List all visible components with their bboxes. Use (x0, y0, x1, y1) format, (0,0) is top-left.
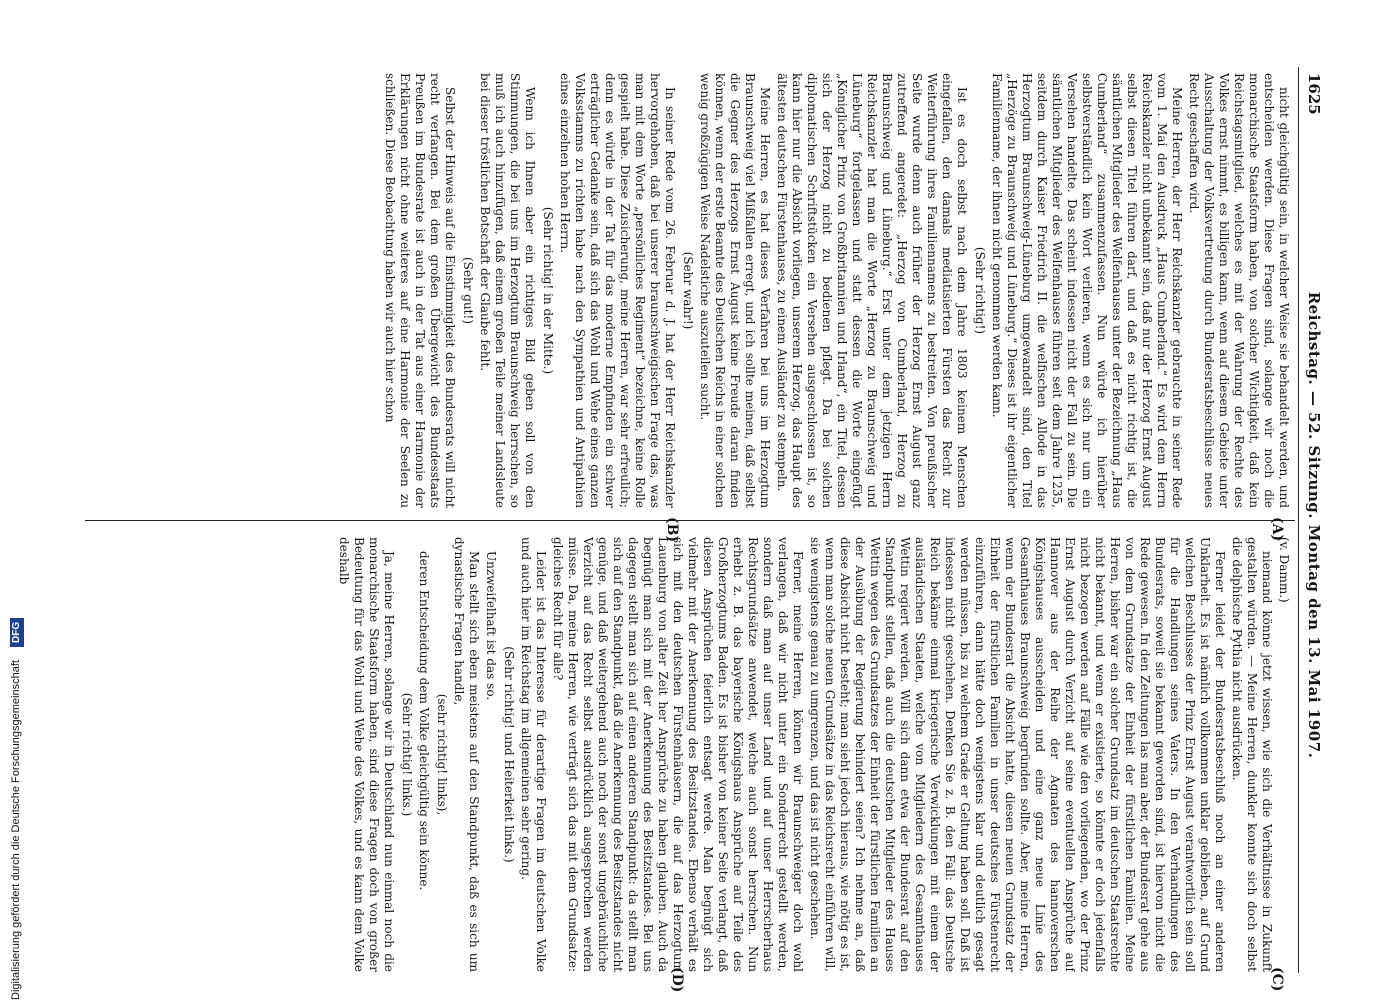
margin-letter-d: (D) (669, 967, 685, 993)
paragraph: Ferner leidet der Bundesratsbeschluß noch an einer anderen Unklarheit. Es ist nämlich vollkommen unklar geblieben, auf Grund welchen Beschlusses der Prinz Ernst August verantwortlich sein soll für die Handlungen seines Vaters. In den Verhandlungen des Bundesrats, soweit sie bekannt geworden sind, ist hiervon nicht die Rede gewesen. In den Zeitungen las man aber, der Bundesrat gehe aus von dem Grundsatze der Einheit der fürstlichen Familien. Meine Herren, bisher war ein solcher Grundsatz im deutschen Staatsrechte nicht bekannt, und wenn er existierte, so könnte er doch jedenfalls nicht bezogen werden auf Fälle wie den vorliegenden, wo der Prinz Ernst August durch Verzicht auf seine eventuellen Ansprüche auf Hannover aus der Reihe der Agnaten des hannoverschen Königshauses ausscheiden und eine ganz neue Linie des Gesamthauses Braunschweig begründen sollte. Aber, meine Herren, wenn der Bundesrat die Absicht hatte, diesen neuen Grundsatz der Einheit der fürstlichen Familien in unser deutsches Fürstenrecht einzuführen, dann hätte doch wenigstens klar und deutlich gesagt werden müssen, bis zu welchem Grade er Geltung haben soll. Daß ist indessen nicht geschehen. Denken Sie z. B. den Fall: das Deutsche Reich bekäme einmal kriegerische Verwicklungen mit einem der ausländischen Staaten, welche von Mitgliedern des Gesamthauses Wettin regiert werden. Will sich dann etwa der Bundesrat auf den Standpunkt stellen, daß auch die deutschen Mitglieder des Hauses Wettin wegen des Grundsatzes der Einheit der fürstlichen Familien an der Ausübung der Regierung behindert seien? Ich nehme an, daß diese Absicht nicht besteht; man sieht jedoch hieraus, wie nötig es ist, wenn man solche neuen Grundsätze in das Reichsrecht einführen will, sie wenigstens genau zu umgrenzen, und das ist nicht geschehen. (808, 537, 1227, 972)
column-divider (85, 520, 1295, 521)
text-column-right (81, 73, 1291, 508)
speaker-name: (v. Damm.) (1277, 537, 1291, 603)
paragraph: Meine Herren, es hat dieses Verfahren bei uns im Herzogtum Braunschweig viel Mißfallen erregt, und ich sollte meinen, daß selbst die Gegner des Herzogs Ernst August keine Freude daran finden können, wenn der erste Beamte des Deutschen Reichs in einer solchen wenig großzügigen Weise Nadelstiche auszuteilen sucht. (698, 73, 772, 508)
digitization-footer (4, 0, 28, 1000)
dfg-logo-icon: DFG (10, 618, 24, 647)
rotated-document (70, 55, 1325, 993)
paragraph: Ja, meine Herren, solange wir in Deutschland nun einmal noch die monarchische Staatsform haben, sind diese Fragen doch von großer Bedeutung für das Wohl und Wehe des Volkes, und es kann dem Volke deshalb (337, 537, 396, 972)
header-rule (1298, 67, 1299, 973)
interjection: (Sehr richtig! links.) (400, 692, 414, 817)
margin-letter-c: (C) (1269, 967, 1285, 992)
paragraph: Ferner, meine Herren, können wir Braunschweiger doch wohl verlangen, daß wir nicht unter ein Sonderrecht gestellt werden, sondern daß man auf unser Land und auf unser Herrscherhaus Rechtsgrundsätze anwendet, welche auch sonst herrschen. Nun erhebt z. B. das bayerische Königshaus Ansprüche auf Teile des Großherzogtums Baden. Es ist bisher von keiner Seite verlangt, daß diesen Ansprüchen feierlich entsagt werde. Man begnügt sich vielmehr mit der Anerkennung des Besitzstandes. Ebenso verhält es sich mit den deutschen Fürstenhäusern, die auf das Herzogtum Lauenburg von alter Zeit her Ansprüche zu haben glauben. Auch da begnügt man sich mit der Anerkennung des Besitzstandes. Bei uns dagegen stellt man sich auf einen anderen Standpunkt: da stellt man sich auf den Standpunkt, daß die Anerkennung des Besitzstandes nicht genüge, und daß weitergehend auch noch der sonst ungebräuchliche Verzicht auf das Recht selbst ausdrücklich ausgesprochen werden müsse. Da, meine Herren, wie verträgt sich das mit dem Grundsatze: gleiches Recht für alle? (551, 537, 805, 972)
paragraph: Unzweifelhaft ist das so. (484, 551, 498, 701)
interjection: (Sehr richtig!) (973, 246, 987, 335)
interjection: (sehr richtig! links), (435, 693, 449, 816)
paragraph: Wenn ich Ihnen aber ein richtiges Bild geben soll von den Stimmungen, die bei uns im Herzogtum Braunschweig herrschen, so muß ich auch hinzufügen, daß einem großen Teile meiner Landsleute bei dieser tröstlichen Botschaft der Glaube fehlt. (478, 73, 537, 508)
paragraph: nicht gleichgültig sein, in welcher Weise sie behandelt werden, und entscheiden werden. Diese Fragen sind, solange wir noch die monarchische Staatsform haben, von solcher Wichtigkeit, daß kein Reichstagsmitglied, welches es mit der Wahrung der Rechte des Volkes ernst nimmt, es billigen kann, wenn auf diesem Gebiete unter Ausschaltung der Volksvertretung durch Bundesratsbeschlüsse neues Recht geschaffen wird. (1187, 73, 1291, 508)
margin-letter-a: (A) (1269, 517, 1285, 542)
running-header: Reichstag. — 52. Sitzung. Montag den 13. Mai 1907. (1305, 291, 1323, 759)
interjection: (Sehr richtig! und Heiterkeit links.) (502, 646, 516, 863)
paragraph: Ist es doch selbst nach dem Jahre 1803 keinem Menschen eingefallen, den damals mediatisierten Fürsten das Recht zur Weiterführung ihres Familiennamens zu bestreiten. Von preußischer Seite wurde denn auch früher der Herzog Ernst August ganz zutreffend angeredet: „Herzog von Cumberland, Herzog zu Braunschweig und Lüneburg.“ Erst unter dem jetzigen Herrn Reichskanzler hat man die Worte „Herzog zu Braunschweig und Lüneburg“ fortgelassen und statt dessen die Worte eingefügt „Königlicher Prinz von Großbritannien und Irland“, ein Titel, dessen sich der Herzog nicht zu bedienen pflegt. Da bei solchen diplomatischen Schriftstücken ein Versehen ausgeschlossen ist, so kann hier nur die Absicht vorliegen, unserem Herzog, das Haupt des ältesten deutschen Fürstenhauses, zu einem Ausländer zu stempeln. (775, 73, 969, 508)
interjection: (Sehr wahr!) (681, 251, 695, 330)
paragraph: deren Entscheidung dem Volke gleichgültig sein könne. (417, 551, 431, 891)
paragraph: Man stellt sich eben meistens auf den Standpunkt, daß es sich um dynastische Fragen handle, (452, 537, 481, 972)
paragraph: niemand könne jetzt wissen, wie sich die Verhältnisse in Zukunft gestalten würden. — Meine Herren, dunkler konnte sich doch selbst die delphische Pythia nicht ausdrücken. (1230, 537, 1274, 972)
paragraph: Meine Herren, der Herr Reichskanzler gebrauchte in seiner Rede vom 1. Mai den Ausdruck „Haus Cumberland.“ Es wird dem Herrn Reichskanzler nicht unbekannt sein, daß nur der Herzog Ernst August selbst diesen Titel führen darf, und daß es nicht richtig ist, die sämtlichen Mitglieder des Welfenhauses unter der Bezeichnung „Haus Cumberland“ zusammenzufassen. Nun würde ich hierüber selbstverständlich kein Wort verlieren, wenn es sich nur um ein Versehen handelte. Das scheint indessen nicht der Fall zu sein. Die sämtlichen Mitglieder des Welfenhauses führen seit dem Jahre 1235, seitdem durch Kaiser Friedrich II. die welfischen Allode in das Herzogtum Braunschweig-Lüneburg umgewandelt sind, den Titel „Herzöge zu Braunschweig und Lüneburg.“ Dieses ist ihr eigentlicher Familienname, der ihnen nicht genommen werden kann. (990, 73, 1184, 508)
interjection: (Sehr richtig! in der Mitte.) (541, 206, 555, 375)
margin-letter-b: (B) (664, 517, 680, 543)
paragraph: Leider ist das Interesse für derartige Fragen im deutschen Volke und auch hier im Reichstag im allgemeinen sehr gering. (519, 537, 548, 972)
page-number: 1625 (1305, 73, 1323, 115)
paragraph: Selbst der Hinweis auf die Einstimmigkeit des Bundesrats will nicht recht verfangen. Bei dem großen Übergewicht des Bundesstaats Preußen im Bundesrate ist auch in der Tat aus einer Harmonie der Erklärungen nicht ohne weiteres auf eine Harmonie der Seelen zu schließen. Diese Beobachtung haben wir auch hier schon (383, 73, 457, 508)
text-column-left (81, 537, 1291, 972)
paragraph: In seiner Rede vom 26. Februar d. J. hat der Herr Reichskanzler hervorgehoben, daß bei unserer braunschweigischen Frage das, was man mit dem Worte „persönliches Regiment“ bezeichne, keine Rolle gespielt habe. Diese Zusicherung, meine Herren, war sehr erfreulich; denn es würde in der Tat für das moderne Empfinden ein schwer erträglicher Gedanke sein, daß sich das Wohl und Wehe eines ganzen Volksstamms zu richten habe nach den Sympathien und Antipathien eines einzelnen hohen Herrn. (558, 73, 677, 508)
footer-credit: Digitalisierung gefördert durch die Deutsche Forschungsgemeinschaft (10, 660, 22, 1000)
interjection: (Sehr gut!) (461, 256, 475, 325)
